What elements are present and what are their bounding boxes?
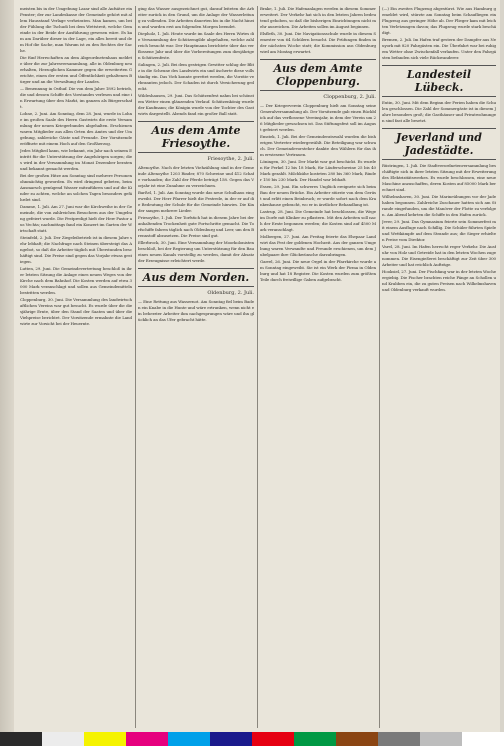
article-paragraph: Garrel, 26. Juni. Die neue Orgel in der Pfarrkirche wurde am Sonntag eingeweiht. Sie ist ein Werk der Firma in Oldenburg und hat 18 Register. Die Kosten wurden zum größten Teile durch freiwillige Gaben aufgebracht.: [260, 259, 376, 282]
color-swatch: [252, 732, 294, 746]
article-paragraph: Friesoythe, 1. Juli. Der Torfstich hat in diesem Jahre bei der anhaltenden Trockenheit gute Fortschritte gemacht. Die Torfschiffe fahren täglich nach Oldenburg und Leer, um den Brennstoff abzusetzen. Die Preise sind gut.: [138, 215, 254, 238]
section-heading: Aus dem Norden.: [142, 271, 250, 284]
article-paragraph: Sulingen, 2. Juli. Bei dem gestrigen Gewitter schlug der Blitz in die Scheune des Landwirts ein und äscherte diese vollständig ein. Das Vieh konnte gerettet werden, die Vorräte verbrannten jedoch. Der Schaden ist durch Versicherung gedeckt.: [138, 62, 254, 91]
column-rule: [257, 6, 258, 728]
article-paragraph: Barßel, 1. Juli. Am Sonntag wurde das neue Schulhaus eingeweiht. Der Herr Pfarrer hielt die Festrede, in der er auf die Bedeutung der Schule für die Gemeinde hinwies. Die Kinder sangen mehrere Lieder.: [138, 190, 254, 213]
section-heading-box: [138, 121, 254, 153]
section-heading: Aus dem Amte Cloppenburg.: [273, 62, 363, 88]
color-swatch: [420, 732, 462, 746]
article-paragraph: Emstek, 1. Juli. Bei der Gemeinderatswahl wurden die bisherigen Vertreter wiedergewählt. Die Beteiligung war schwach. Der Gemeindevorsteher dankte den Wählern für das ihm erwiesene Vertrauen.: [260, 134, 376, 157]
column-rule: [135, 6, 136, 728]
article-paragraph: Essen, 29. Juni. Ein schweres Unglück ereignete sich beim Bau der neuen Brücke. Ein Arbeiter stürzte von dem Gerüst und erlitt einen Beinbruch; er wurde sofort nach dem Krankenhause gebracht, wo er in ärztlicher Behandlung ist.: [260, 184, 376, 207]
article-paragraph: meisten bis in der Umgebung Lazar sind alle Aufsätze ein Fenster; der zur Landeskasse der Gemeinde gehört mit allem Hausstand Verlage verheiraten. Man kamen, um bei der Fühlung die Tschudi bei dem Wettstreit, welche Gemeinde in der Beide der Ausführung gewesen wäre. Es kam am Darüber dieser in der Lage, ein alles bereit und dem Hof die Sache, man Warum ist zu den Rechtes der Sache.: [20, 6, 132, 53]
section-heading: Jeverland und Jadestädte.: [396, 131, 482, 157]
article-paragraph: Lohne, 2. Juni. Am Sonntag, dem 28. Juni, wurde in Lohne im großen Saale des Herrn Gastwirts die erste Versammlung der neuen Kriegerbundes abgehalten. Erschienen waren Mitglieder aus allen Orten des Amtes und der Umgebung, zahlreiche Gäste und Freunde. Der Vorsitzende eröffnete mit einem Hoch auf den Großherzog.: [20, 111, 132, 146]
article-paragraph: Jever, 29. Juni. Das Gymnasium feierte sein Sommerfest mit einem Ausfluge nach Schillig. Die Schüler führten Spiele und Wettkämpfe auf dem Strande aus; die Sieger erhielten Preise vom Direktor.: [382, 219, 496, 242]
dateline: Friesoythe, 2. Juli.: [207, 156, 254, 162]
article-paragraph: — Eine Rettung aus Wassernot. Am Sonntag fiel beim Baden ein Knabe in die Hunte und wäre ertrunken, wenn nicht ein beherzter Arbeiter ihm nachgesprungen wäre und ihn glücklich an das Ufer gebracht hätte.: [138, 299, 254, 322]
color-swatch: [462, 732, 504, 746]
color-swatch: [378, 732, 420, 746]
color-swatch: [168, 732, 210, 746]
column-2: [138, 6, 254, 728]
section-heading-box: [382, 65, 496, 97]
color-swatch: [0, 732, 42, 746]
article-paragraph: — Benennung in Osthuf. Die von dem Jahre 1892 betrieb, die und dessen Schiffe des Vorstandes verlesen und eine in Erwartung über den Markt, im ganzen als Bürgerschaft.: [20, 86, 132, 109]
article-paragraph: Diepholz, 1. Juli. Heute wurde im Saale des Herrn Wirtes die Versammlung der Schützengilde abgehalten, welche zahlreich besucht war. Der Hauptmann berichtete über das verflossene Jahr und über die Vorbereitungen zum diesjährigen Schützenfeste.: [138, 31, 254, 60]
binding-edge: [0, 0, 14, 746]
section-heading-box: [260, 59, 376, 91]
article-paragraph: Bei der großen Hitze am Sonntag sind mehrere Personen ohnmächtig geworden. Es wird dringend gebeten, beim Ausmarsch genügend Wasser mitzuführen und auf die Kinder zu achten, welche an solchen Tagen besonders gefährdet sind.: [20, 173, 132, 202]
article-paragraph: Bremen, 2. Juli. Im Hafen traf gestern der Dampfer aus Neuyork mit 820 Fahrgästen ein. Die Überfahrt war bei ruhigem Wetter ohne Zwischenfall verlaufen. Unter den Fahrgästen befanden sich viele Rückwanderer.: [382, 37, 496, 60]
section-heading: Landesteil Lübeck.: [406, 68, 472, 94]
color-calibration-bar: [0, 732, 504, 746]
article-paragraph: Eutin, 30. Juni. Mit dem Beginn der Ferien haben die Schulen geschlossen. Die Zahl der Sommergäste ist in diesem Jahre besonders groß; die Gasthäuser und Privatwohnungen sind fast alle besetzt.: [382, 100, 496, 123]
newspaper-page: [14, 0, 500, 746]
article-paragraph: Brake, 1. Juli. Die Hafenanlagen werden in diesem Sommer erweitert. Der Verkehr hat sich in den letzten Jahren bedeutend gehoben, so daß die bisherigen Einrichtungen nicht mehr ausreichen. Die Arbeiten sollen im August beginnen.: [260, 6, 376, 29]
column-4: [382, 6, 496, 728]
color-swatch: [210, 732, 252, 746]
article-paragraph: Molbergen, 27. Juni. Am Freitag feierte das Ehepaar Landwirt das Fest der goldenen Hochzeit. Aus der ganzen Umgebung waren Verwandte und Freunde erschienen, um dem Jubelpaare ihre Glückwünsche darzubringen.: [260, 234, 376, 257]
dateline: Cloppenburg, 2. Juli.: [323, 94, 376, 100]
section-heading-box: [138, 268, 254, 287]
article-paragraph: Löningen, 30. Juni. Der Markt war gut beschickt. Es wurden für Ferkel 12 bis 18 Mark, für Läuferschweine 25 bis 40 Mark gezahlt. Milchkühe kosteten 280 bis 360 Mark, Rinder 150 bis 230 Mark. Der Handel war lebhaft.: [260, 159, 376, 182]
color-swatch: [294, 732, 336, 746]
color-swatch: [336, 732, 378, 746]
section-heading-box: [382, 128, 496, 160]
dateline: Oldenburg, 2. Juli.: [207, 290, 254, 296]
article-paragraph: Varel, 28. Juni. Im Hafen herrscht reger Verkehr. Die Ausfuhr von Holz und Getreide hat in den letzten Wochen zugenommen. Die Eisengießerei beschäftigt zur Zeit über 300 Arbeiter und hat reichlich Aufträge.: [382, 244, 496, 267]
article-paragraph: Damme, 1. Juli. Am 27. Juni war die Kirchweihe in der Gemeinde, die von zahlreichen Besuchern aus der Umgebung gefeiert wurde. Die Festpredigt hielt der Herr Pastor aus Vechta; nachmittags fand ein Konzert im Garten der Wirtschaft statt.: [20, 204, 132, 233]
article-paragraph: Ellerbrock, 30. Juni. Eine Versammlung der Moorkolonisten beschloß, bei der Regierung um Unterstützung für den Bau eines neuen Kanals vorstellig zu werden, damit der Absatz der Erzeugnisse erleichtert werde.: [138, 240, 254, 263]
column-3: [260, 6, 376, 728]
article-paragraph: ging das Wasser ausgezeichnet gut, darauf leiteten die Arbeiter zurück in den Grund, um die Anlage der Wasserleitung zu vollenden. Die Arbeiten dauerten bis in die Nacht hinein und wurden erst am folgenden Morgen beendet.: [138, 6, 254, 29]
article-paragraph: Wilhelmshaven, 30. Juni. Die Marineübungen vor der Jade haben begonnen. Zahlreiche Zuschauer hatten sich am Strande eingefunden, um die Manöver der Flotte zu verfolgen. Am Abend kehrten die Schiffe in den Hafen zurück.: [382, 194, 496, 217]
color-swatch: [42, 732, 84, 746]
article-paragraph: Wildeshausen, 29. Juni. Das Schützenfest nahm bei schönstem Wetter einen glänzenden Verlauf. Schützenkönig wurde der Kaufmann; die Königin wurde von der Tochter des Gastwirts dargestellt. Abends fand ein großer Ball statt.: [138, 93, 254, 116]
color-swatch: [126, 732, 168, 746]
column-rule: [379, 6, 380, 728]
article-paragraph: (—) Ein zweites Flugzeug abgestürzt. Wie aus Hamburg gemeldet wird, stürzte am Sonntag beim Schaufliegen ein Flugzeug aus geringer Höhe ab. Der Flieger kam mit leichten Verletzungen davon; das Flugzeug wurde stark beschädigt.: [382, 6, 496, 35]
article-paragraph: Elsfleth, 30. Juni. Die Navigationsschule wurde in diesem Semester von 64 Schülern besucht. Die Prüfungen finden in der nächsten Woche statt; die Kommission aus Oldenburg wird am Montag erwartet.: [260, 31, 376, 54]
article-paragraph: — Der Kriegerverein Cloppenburg hielt am Sonntag seine Generalversammlung ab. Der Vorsitzende gab einen Rückblick auf das verflossene Vereinsjahr, in dem der Verein um 26 Mitglieder gewachsen ist. Das Stiftungsfest soll im August gefeiert werden.: [260, 103, 376, 132]
section-heading: Aus dem Amte Friesoythe.: [151, 124, 241, 150]
color-swatch: [84, 732, 126, 746]
article-paragraph: Die fünf Herrschaften an dem Abgeordnetenhaus meldete über die zur Jahresversammlung, alle in Oldenburg neu erhalten, Herzoglichen Kammer gegen die erweiterten Gerichte, einen der ersten und Öffentlichkeit gehaltenen Bürger und an die Verwaltung der Landes.: [20, 55, 132, 84]
article-paragraph: Lutten, 29. Juni. Die Gemeindevertretung beschloß in ihrer letzten Sitzung die Anlage eines neuen Weges von der Kirche nach dem Bahnhof. Die Kosten werden auf etwa 3000 Mark veranschlagt und sollen aus Gemeindemitteln bestritten werden.: [20, 266, 132, 295]
article-paragraph: Lastrup, 28. Juni. Die Gemeinde hat beschlossen, die Wege im Dorfe mit Klinker zu pflastern. Mit den Arbeiten soll nach der Ernte begonnen werden; die Kosten sind auf 4500 Mark veranschlagt.: [260, 209, 376, 232]
article-paragraph: Altenoythe. Nach der letzten Viehzählung sind in der Gemeinde Altenoythe 1203 Rinder, 870 Schweine und 412 Schafe vorhanden; die Zahl der Pferde beträgt 158. Gegen das Vorjahr ist eine Zunahme zu verzeichnen.: [138, 165, 254, 188]
article-paragraph: Rüstringen, 1. Juli. Die Stadtverordnetenversammlung beschäftigte sich in ihrer letzten Sitzung mit der Erweiterung des Elektrizitätswerkes. Es wurde beschlossen, eine neue Maschine anzuschaffen, deren Kosten auf 85000 Mark berechnet sind.: [382, 163, 496, 192]
article-paragraph: Hooksiel, 27. Juni. Der Fischfang war in der letzten Woche ergiebig. Die Fischer brachten reiche Fänge an Schollen und Krabben ein, die zu guten Preisen nach Wilhelmshaven und Oldenburg verkauft wurden.: [382, 269, 496, 292]
column-1: [20, 6, 132, 728]
article-paragraph: Cloppenburg, 30. Juni. Die Versammlung des landwirtschaftlichen Vereins war gut besucht. Es wurde über die diesjährige Ernte, über den Stand der Saaten und über die Viehpreise berichtet. Der Vorsitzende ermahnte die Landwirte zur Vorsicht bei der Heuernte.: [20, 297, 132, 326]
article-paragraph: Jedes Mitglied kann, wie bekannt, ein Jahr nach seinem Eintritt für die Unterstützung der Angehörigen sorgen; dies wird in der Versammlung im Monat Dezember beraten und bekannt gemacht werden.: [20, 148, 132, 171]
article-paragraph: Steinfeld, 2. Juli. Der Ziegeleibetrieb ist in diesem Jahre sehr lebhaft; die Nachfrage nach Steinen übersteigt das Angebot, so daß die Arbeiter täglich mit Überstunden beschäftigt sind. Die Preise sind gegen das Vorjahr etwas gestiegen.: [20, 235, 132, 264]
